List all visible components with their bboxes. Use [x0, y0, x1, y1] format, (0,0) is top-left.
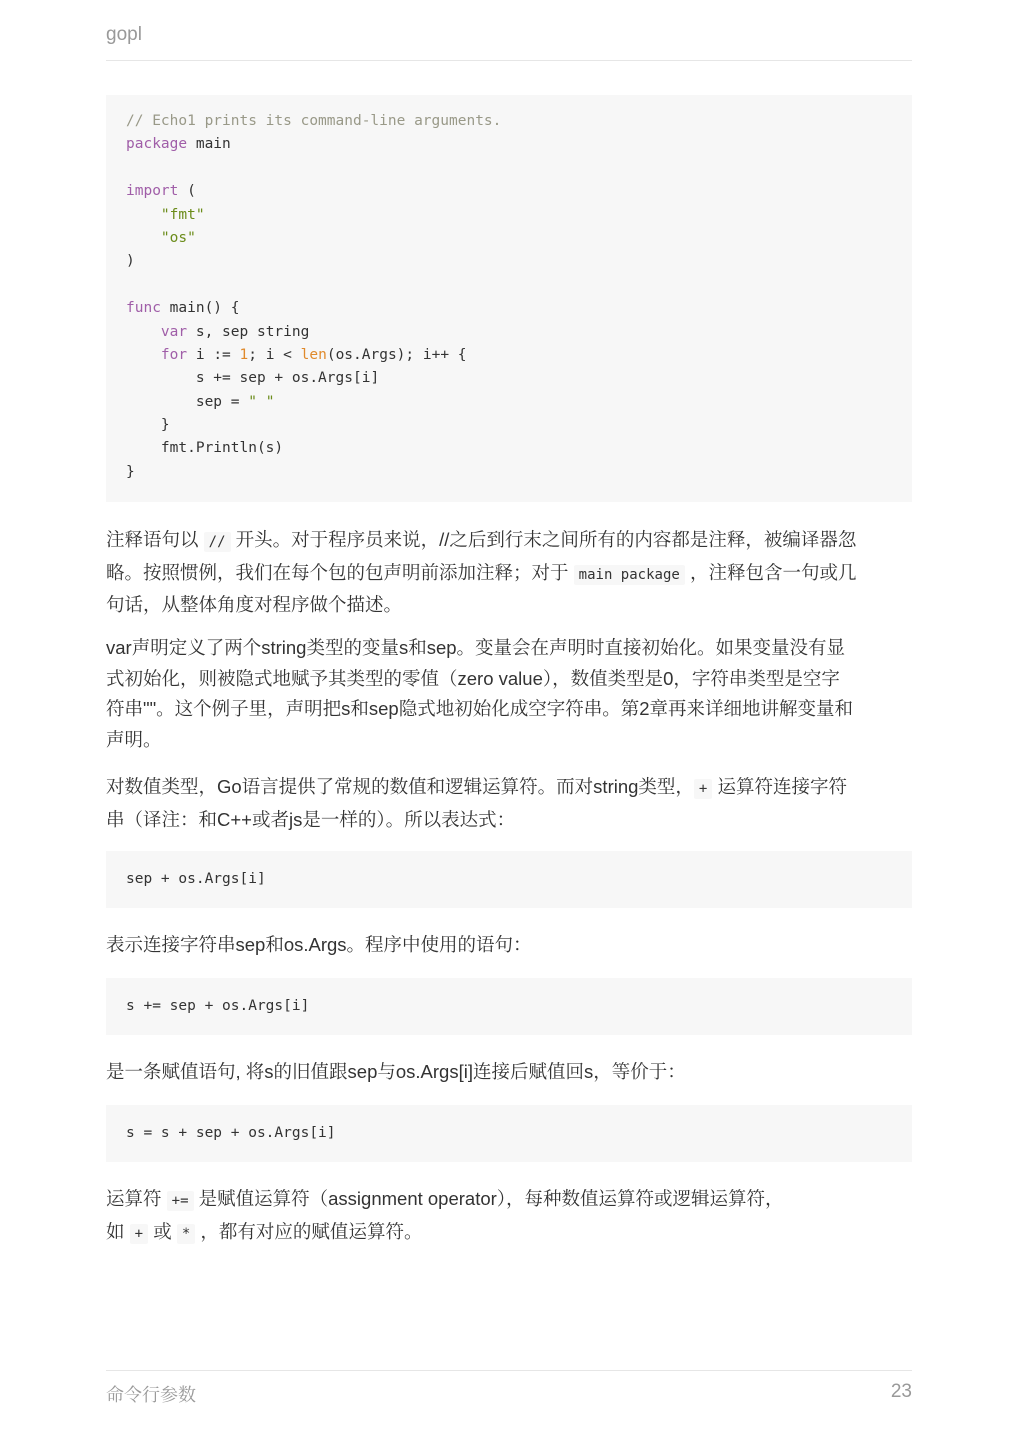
code-line: for i := 1; i < len(os.Args); i++ {	[160, 346, 467, 363]
footer-chapter-title: 命令行参数	[106, 1385, 196, 1405]
code-block-assign: s = s + sep + os.Args[i]	[106, 1105, 912, 1162]
code-keyword: func	[126, 300, 161, 317]
code-line	[126, 204, 892, 227]
code-block-assign-plus: s += sep + os.Args[i]	[106, 978, 912, 1035]
code-line: func main() {	[126, 300, 240, 317]
code-block-echo1	[106, 95, 912, 502]
paragraph-assignment-operator: 运算符 += 是赋值运算符（assignment operator），每种数值运算符或逻辑运算符， 如 + 或 * ，都有对应的赋值运算符。	[106, 1188, 784, 1242]
code-string: "fmt"	[160, 206, 205, 223]
code-line: )	[126, 253, 135, 270]
code-line	[126, 227, 892, 250]
code-keyword: package	[126, 136, 188, 153]
code-line: var s, sep string	[160, 323, 310, 340]
code-line: import (	[126, 183, 196, 200]
code-line: package main	[126, 136, 231, 153]
paragraph-var-declaration: var声明定义了两个string类型的变量s和sep。变量会在声明时直接初始化。如果变量没有显 式初始化，则被隐式地赋予其类型的零值（zero value），数值类型是0，字符串类型是空字 符串""。这个例子里，声明把s和sep隐式地初始化成空字符串。第2章再来详细地讲解变量和 声明。	[106, 637, 854, 750]
code-line	[126, 157, 892, 180]
code-line: s += sep + os.Args[i]	[195, 370, 380, 387]
code-string: " "	[248, 393, 275, 410]
paragraph-operators: 对数值类型，Go语言提供了常规的数值和逻辑运算符。而对string类型， + 运算符连接字符 串（译注：和C++或者js是一样的）。所以表达式：	[106, 776, 847, 830]
code-line	[126, 110, 892, 133]
code-line: }	[160, 417, 170, 434]
inline-code: +=	[167, 1191, 194, 1211]
footer-divider	[106, 1370, 912, 1371]
paragraph-concat: 表示连接字符串sep和os.Args。程序中使用的语句：	[106, 934, 532, 955]
running-header: gopl	[106, 24, 142, 45]
code-number: 1	[239, 346, 249, 363]
page-number: 23	[890, 1381, 912, 1402]
code-keyword: var	[160, 323, 188, 340]
inline-code: main package	[574, 565, 685, 585]
code-line: }	[126, 463, 135, 480]
code-keyword: for	[160, 346, 188, 363]
code-comment: // Echo1 prints its command-line arguments.	[126, 113, 502, 129]
code-string: "os"	[160, 229, 196, 246]
inline-code: //	[204, 532, 231, 552]
inline-code: +	[130, 1224, 148, 1244]
inline-code: +	[694, 779, 712, 799]
paragraph-comments: 注释语句以 // 开头。对于程序员来说，//之后到行末之间所有的内容都是注释，被编译器忽 略。按照惯例，我们在每个包的包声明前添加注释；对于 main package ，注释包含一句或几 句话，从整体角度对程序做个描述。	[106, 529, 857, 615]
code-line	[126, 274, 892, 297]
code-line: fmt.Println(s)	[160, 440, 284, 457]
code-line: sep = " "	[195, 393, 275, 410]
header-divider	[106, 60, 912, 61]
code-block-expression: sep + os.Args[i]	[106, 851, 912, 908]
code-builtin: len	[300, 346, 327, 363]
inline-code: *	[177, 1224, 195, 1244]
paragraph-assignment: 是一条赋值语句, 将s的旧值跟sep与os.Args[i]连接后赋值回s，等价于：	[106, 1061, 686, 1082]
code-keyword: import	[126, 183, 179, 200]
